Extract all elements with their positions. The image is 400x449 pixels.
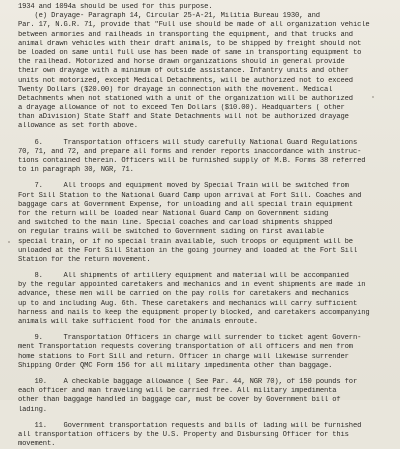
- text-line: the railhead. Motorized and horse drawn organizations should in general provide: [18, 58, 345, 67]
- text-line: 6. Transportation officers will study carefully National Guard Regulations: [18, 138, 358, 147]
- text-line: Shipping Order QMC Form 156 for all military impedimenta other than baggage.: [18, 361, 333, 370]
- paragraph-drayage: [18, 3, 386, 132]
- text-line: a drayage allowance of not to exceed Ten Dollars ($10.00). Headquarters ( other: [18, 104, 345, 113]
- text-line: 10. A checkable baggage allowance ( See Par. 44, NGR 70), of 150 pounds for: [18, 377, 358, 386]
- text-line: 70, 71, and 72, and prepare all forms and render reports inaccordance with instruc-: [18, 147, 362, 156]
- text-line: unloaded at the Fort Sill Station in the going journey and loaded at the Fort Sill: [18, 246, 358, 255]
- text-line: their own drayage with a minimum of outside assistance. Infantry units and other: [18, 67, 349, 76]
- text-line: Station for the return movement.: [18, 255, 151, 264]
- paragraph-8: [18, 272, 386, 327]
- text-line: 11. Government transportation requests and bills of lading will be furnished: [18, 421, 362, 430]
- text-line: and switched to the main line. Special coaches and carload shipments shipped: [18, 219, 333, 228]
- text-line: be loaded on same until full use has been made of same in transporting equipment to: [18, 48, 362, 57]
- text-line: 9. Transportation Officers in charge will surrender to ticket agent Govern-: [18, 334, 362, 343]
- paragraph-6: [18, 139, 386, 176]
- text-line: baggage cars at Government Expense, for unloading and all special train equipment: [18, 200, 353, 209]
- text-line: advance, these men will be carried on the pay rolls for caretakers and mechanics: [18, 290, 349, 299]
- text-line: lading.: [18, 405, 47, 414]
- text-line: all transportation officers by the U.S. Property and Disbursing Officer for this: [18, 430, 349, 439]
- paragraph-11: [18, 422, 386, 449]
- paragraph-7: [18, 182, 386, 265]
- text-line: (e) Drayage- Paragraph 14, Circular 25-A-21, Militia Bureau 1930, and: [18, 12, 320, 21]
- text-line: units not motorized, except Medical Detachments, will be authorized not to exceed: [18, 76, 353, 85]
- text-line: each officer and man traveling will be carried free. All military impedimenta: [18, 387, 337, 396]
- text-line: harness and nails to keep the equipment properly blocked, and caretakers accompanying: [18, 308, 370, 317]
- text-line: up to and including Aug. 6th. These caretakers and mechanics will carry sufficient: [18, 299, 358, 308]
- text-line: Fort Sill Station to the National Guard Camp upon arrival at Fort Sill. Coaches and: [18, 191, 362, 200]
- text-line: Detachments when not stationed with a unit of the organization will be authorized: [18, 94, 353, 103]
- paragraph-9: [18, 334, 386, 371]
- text-line: Twenty Dollars ($20.00) for drayage in connection with the movement. Medical: [18, 85, 333, 94]
- text-line: tions contained therein. Officers will be furnished supply of M.B. Forms 38 referred: [18, 157, 366, 165]
- text-line: movement.: [18, 440, 56, 449]
- text-line: 7. All troops and equipment moved by Special Train will be switched from: [18, 182, 349, 191]
- text-line: animals will take sufficient food for the animals enroute.: [18, 318, 258, 326]
- paragraph-10: [18, 378, 386, 415]
- paper-speck: [8, 241, 10, 243]
- paper-speck: [372, 96, 374, 98]
- text-line: 1934 and 1094a should be used for this purpose.: [18, 3, 213, 11]
- text-line: than aDivision) State Staff and State Detachments will not be authorized drayage: [18, 113, 349, 122]
- text-line: by the regular appointed caretakers and mechanics and in event shipments are made in: [18, 281, 366, 290]
- text-line: ment Transportation requests covering transportation of all officers and men from: [18, 343, 353, 352]
- text-line: between armories and railheads in transporting the equipment, and that trucks and: [18, 30, 353, 39]
- text-line: special train, or if no special train available, such troops or equipment will be: [18, 237, 353, 246]
- text-line: to in paragraph 30, NGR, 71.: [18, 166, 134, 175]
- text-line: home stations to Fort Sill and return. Officer in charge will likewise surrender: [18, 352, 349, 361]
- text-line: Par. 17, N.G.R. 71, provide that "Full use should be made of all organization vehicle: [18, 21, 370, 30]
- text-line: allowance as set forth above.: [18, 122, 138, 131]
- text-line: 8. All shipments of artillery equipment and material will be accompanied: [18, 272, 349, 281]
- text-line: other than baggage handled in baggage car, must be cover by Government bill of: [18, 396, 341, 405]
- text-line: for the return will be loaded near National Guard Camp on Government siding: [18, 209, 329, 218]
- text-line: animal drawn vehicles with their draft animals, to be shipped by freight should not: [18, 39, 362, 48]
- text-line: on regular trains will be switched to Government siding on first available: [18, 228, 324, 237]
